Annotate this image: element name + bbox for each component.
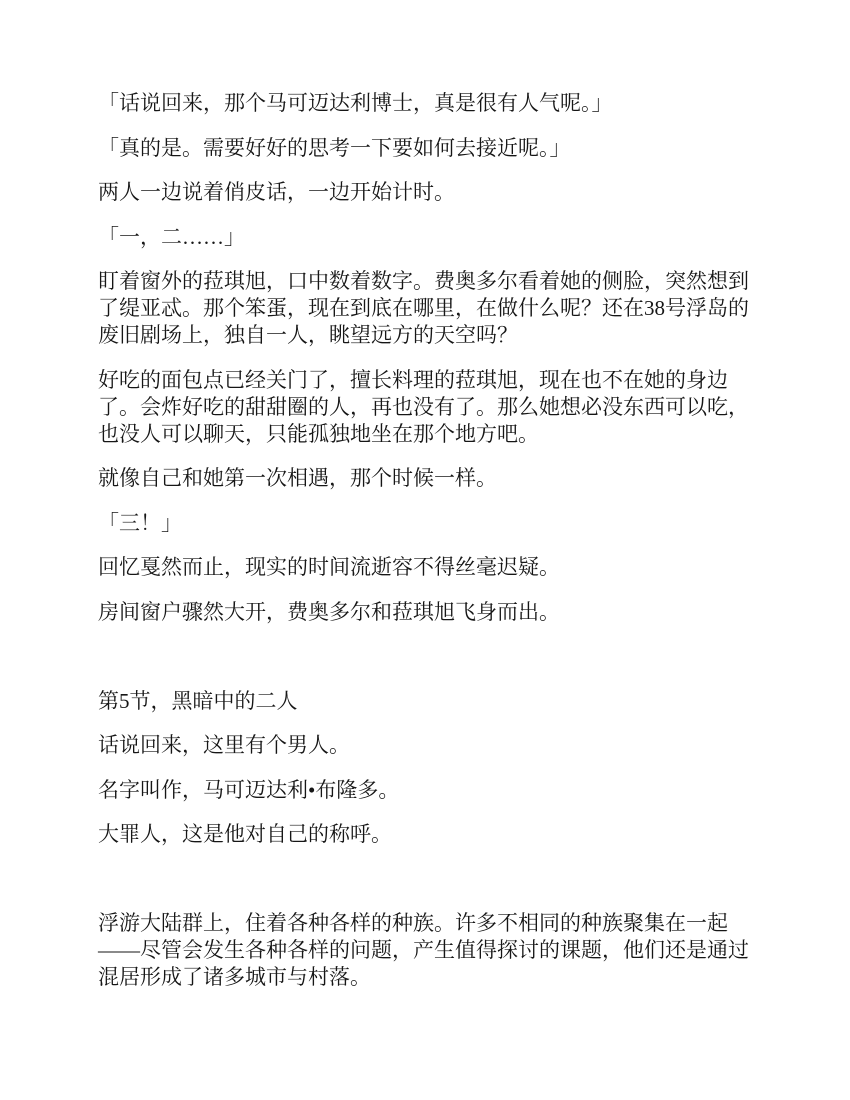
narrative-paragraph: 两人一边说着俏皮话，一边开始计时。: [98, 180, 455, 204]
narrative-paragraph: 房间窗户骤然大开，费奥多尔和菈琪旭飞身而出。: [98, 599, 560, 624]
narrative-paragraph: 回忆戛然而止，现实的时间流逝容不得丝毫迟疑。: [98, 555, 560, 579]
blank-line: [98, 866, 753, 893]
dialogue-paragraph: 「一，二……」: [98, 224, 245, 249]
narrative-paragraph: 就像自己和她第一次相遇，那个时候一样。: [98, 466, 497, 490]
dialogue-paragraph: 「话说回来，那个马可迈达利博士，真是很有人气呢。」: [98, 91, 613, 115]
section-heading: 第5节，黑暗中的二人: [98, 688, 298, 713]
narrative-paragraph: 盯着窗外的菈琪旭，口中数着数字。费奥多尔看着她的侧脸，突然想到了缇亚忒。那个笨蛋，现在到底在哪里，在做什么呢？还在38号浮岛的废旧剧场上，独自一人，眺望远方的天空吗？: [98, 269, 749, 347]
text-content: [98, 90, 753, 1009]
narrative-paragraph: 名字叫作，马可迈达利•布隆多。: [98, 777, 400, 802]
narrative-paragraph: 大罪人，这是他对自己的称呼。: [98, 822, 392, 846]
narrative-paragraph: 话说回来，这里有个男人。: [98, 733, 350, 757]
narrative-paragraph: 好吃的面包点已经关门了，擅长料理的菈琪旭，现在也不在她的身边了。会炸好吃的甜甜圈的人，再也没有了。那么她想必没东西可以吃，也没人可以聊天，只能孤独地坐在那个地方吧。: [98, 367, 749, 446]
dialogue-paragraph: 「真的是。需要好好的思考一下要如何去接近呢。」: [98, 135, 571, 160]
narrative-paragraph: 浮游大陆群上，住着各种各样的种族。许多不相同的种族聚集在一起——尽管会发生各种各样的问题，产生值得探讨的课题，他们还是通过混居形成了诸多城市与村落。: [98, 911, 749, 989]
dialogue-paragraph: 「三！」: [98, 510, 182, 535]
blank-line: [98, 643, 753, 670]
